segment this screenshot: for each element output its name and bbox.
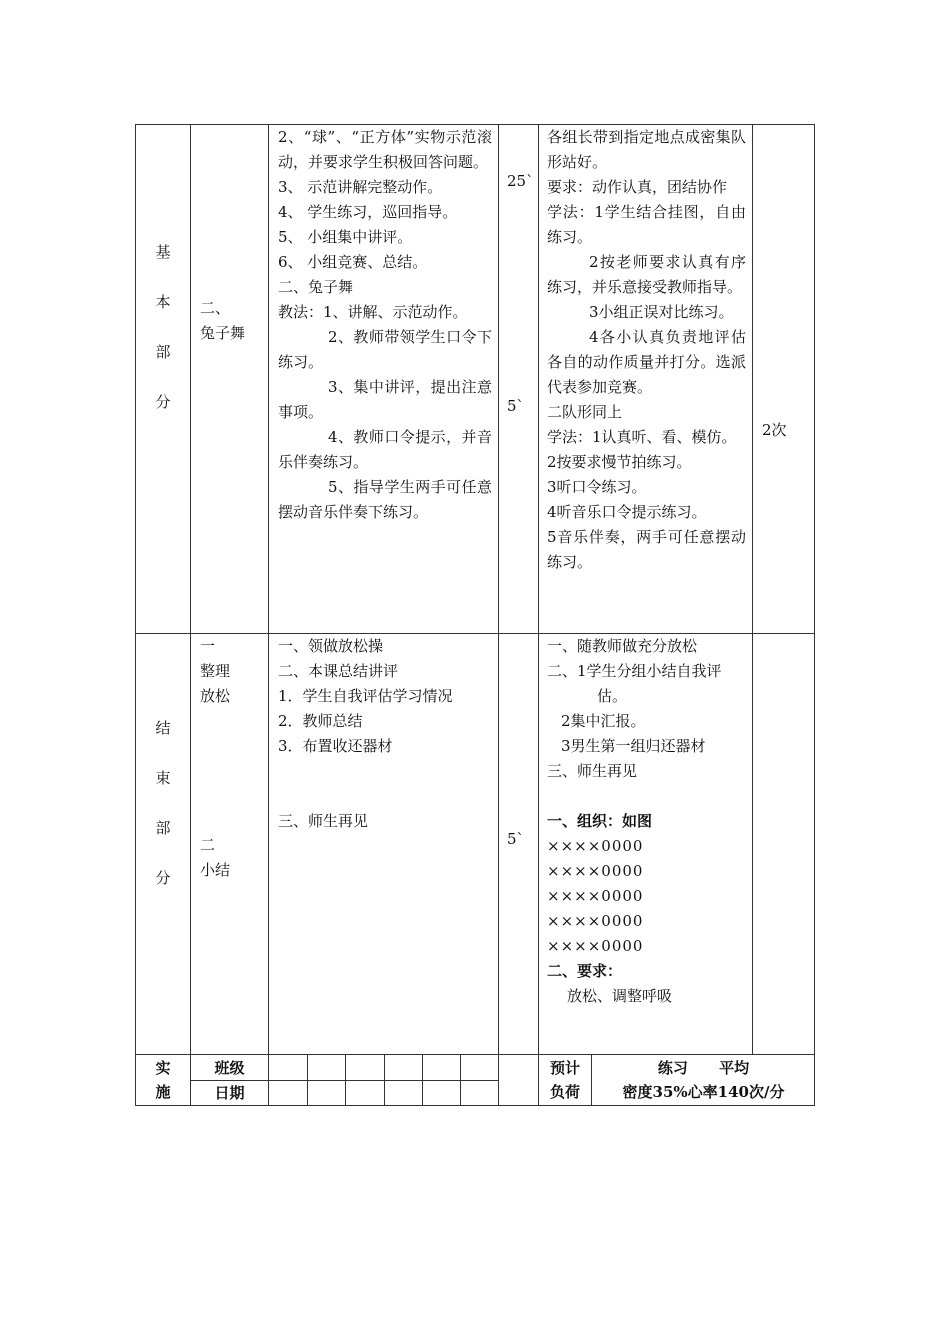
- footer-date-label: 日期: [214, 1084, 245, 1102]
- list-item: 2按老师要求认真有序练习，并乐意接受教师指导。: [547, 253, 746, 296]
- list-item: 3小组正误对比练习。: [589, 303, 734, 321]
- list-item: 5、 小组集中讲评。: [278, 228, 413, 246]
- list-item: 3、集中讲评，提出注意事项。: [278, 378, 492, 421]
- formation-row: ××××0000: [547, 887, 644, 905]
- footer-class-label: 班级: [214, 1059, 245, 1077]
- footer-load-label: 预计 负荷: [549, 1059, 580, 1101]
- list-item: 2按要求慢节拍练习。: [547, 453, 692, 471]
- list-item: 教法：1、讲解、示范动作。: [278, 303, 468, 321]
- list-item: 5音乐伴奏，两手可任意摆动练习。: [547, 528, 746, 571]
- requirement-text: 放松、调整呼吸: [567, 987, 673, 1005]
- list-item: 4各小认真负责地评估各自的动作质量并打分。选派代表参加竞赛。: [547, 328, 746, 396]
- formation-row: ××××0000: [547, 912, 644, 930]
- ending-item-2: 二 小结: [200, 836, 231, 879]
- basic-method-list: [278, 125, 492, 525]
- formation-row: ××××0000: [547, 837, 644, 855]
- list-item: 6、 小组竞赛、总结。: [278, 253, 428, 271]
- basic-section-label: 基 本 部 分: [155, 243, 171, 411]
- requirement-heading: 二、要求：: [547, 962, 623, 980]
- ending-method-list: 一、领做放松操 二、本课总结讲评 1．学生自我评估学习情况 2．教师总结 3．布置收还器材 三、师生再见: [278, 637, 453, 830]
- ending-section-label: 结 束 部 分: [155, 719, 171, 887]
- basic-item-label: 二、 兔子舞: [200, 299, 246, 342]
- footer-load-values: 练习 平均 密度35%心率140次/分: [622, 1059, 785, 1101]
- basic-time-5: 5`: [507, 397, 525, 415]
- list-item: 学法：1认真听、看、模仿。: [547, 428, 737, 446]
- list-item: 要求：动作认真，团结协作: [547, 178, 728, 196]
- list-item: 4、教师口令提示，并音乐伴奏练习。: [278, 428, 492, 471]
- list-item: 2、教师带领学生口令下练习。: [278, 328, 492, 371]
- ending-time: 5`: [507, 830, 525, 848]
- basic-time-25: 25`: [507, 172, 534, 190]
- formation-row: ××××0000: [547, 937, 644, 955]
- footer-impl-label: 实 施: [155, 1059, 171, 1101]
- list-item: 5、指导学生两手可任意摆动音乐伴奏下练习。: [278, 478, 492, 521]
- list-item: 3听口令练习。: [547, 478, 647, 496]
- list-item: 3、 示范讲解完整动作。: [278, 178, 443, 196]
- list-item: 2、“球”、“正方体”实物示范滚动，并要求学生积极回答问题。: [278, 128, 492, 171]
- ending-organization-list: 一、随教师做充分放松 二、1学生分组小结自我评 估。 2集中汇报。 3男生第一组归还器材 三、师生再见 一、组织：如图 ××××0000 ××××0000 ××××0000 ××××0000 ××××0000 二、要求： 放松、调整呼吸: [547, 634, 722, 1009]
- list-item: 二、兔子舞: [278, 278, 354, 296]
- basic-organization-list: [547, 125, 746, 575]
- ending-item-1: 一 整理 放松: [200, 637, 231, 705]
- formation-row: ××××0000: [547, 862, 644, 880]
- list-item: 学法：1学生结合挂图，自由练习。: [547, 203, 746, 246]
- formation-heading: 一、组织：如图: [547, 812, 653, 830]
- basic-count: 2次: [762, 421, 787, 439]
- list-item: 4听音乐口令提示练习。: [547, 503, 707, 521]
- list-item: 各组长带到指定地点成密集队形站好。: [547, 128, 746, 171]
- list-item: 二队形同上: [547, 403, 623, 421]
- list-item: 4、 学生练习，巡回指导。: [278, 203, 458, 221]
